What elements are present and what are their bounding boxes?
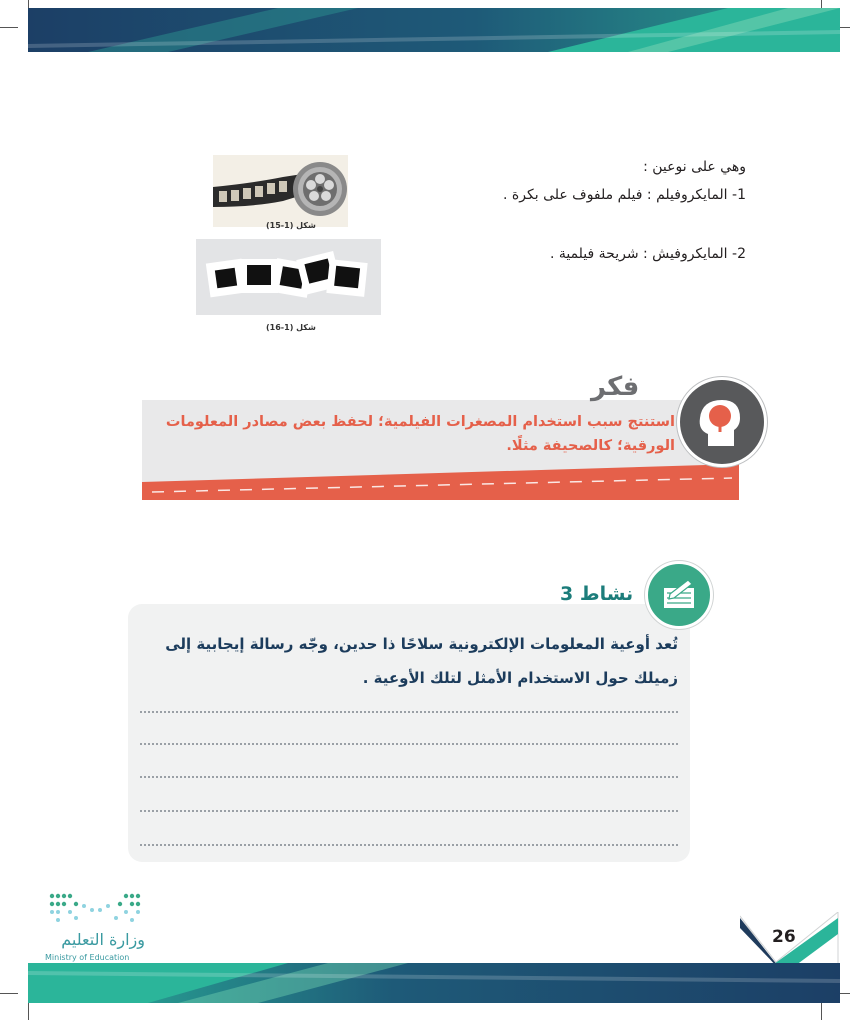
pencil-notebook-icon xyxy=(648,564,710,626)
activity-icon-badge xyxy=(645,561,713,629)
figure-2-caption: شكل (1-16) xyxy=(266,323,316,332)
crop-mark xyxy=(821,1002,822,1020)
crop-mark xyxy=(28,1002,29,1020)
answer-line[interactable] xyxy=(140,842,678,846)
crop-mark xyxy=(0,27,18,28)
types-heading: وهي على نوعين : xyxy=(643,159,746,175)
ministry-name-english: Ministry of Education xyxy=(45,953,130,962)
item-microfilm: 1- المايكروفيلم : فيلم ملفوف على بكرة . xyxy=(503,187,746,203)
answer-line[interactable] xyxy=(140,808,678,812)
item-microfiche: 2- المايكروفيش : شريحة فيلمية . xyxy=(549,246,746,262)
answer-line[interactable] xyxy=(140,774,678,778)
ministry-logo-dots xyxy=(46,892,148,926)
figure-film-reel xyxy=(213,155,348,227)
answer-line[interactable] xyxy=(140,709,678,713)
top-banner xyxy=(28,8,840,52)
answer-line[interactable] xyxy=(140,741,678,745)
page-number: 26 xyxy=(772,927,796,947)
bottom-banner xyxy=(28,963,840,1003)
activity-text: تُعد أوعية المعلومات الإلكترونية سلاحًا ذا حدين، وجّه رسالة إيجابية إلى زميلك حول الاستخدام الأمثل لتلك الأوعية . xyxy=(165,635,678,687)
head-tree-icon xyxy=(680,380,764,464)
think-text: استنتج سبب استخدام المصغرات الفيلمية؛ لحفظ بعض مصادر المعلومات الورقية؛ كالصحيفة مثلًا. xyxy=(165,414,675,454)
think-icon-badge xyxy=(677,377,767,467)
figure-1-caption: شكل (1-15) xyxy=(266,221,316,230)
ministry-name-arabic: وزارة التعليم xyxy=(61,930,145,949)
think-title: فكر xyxy=(591,372,640,402)
crop-mark xyxy=(0,993,18,994)
activity-title: نشاط 3 xyxy=(560,583,634,605)
figure-film-slides xyxy=(196,239,381,315)
